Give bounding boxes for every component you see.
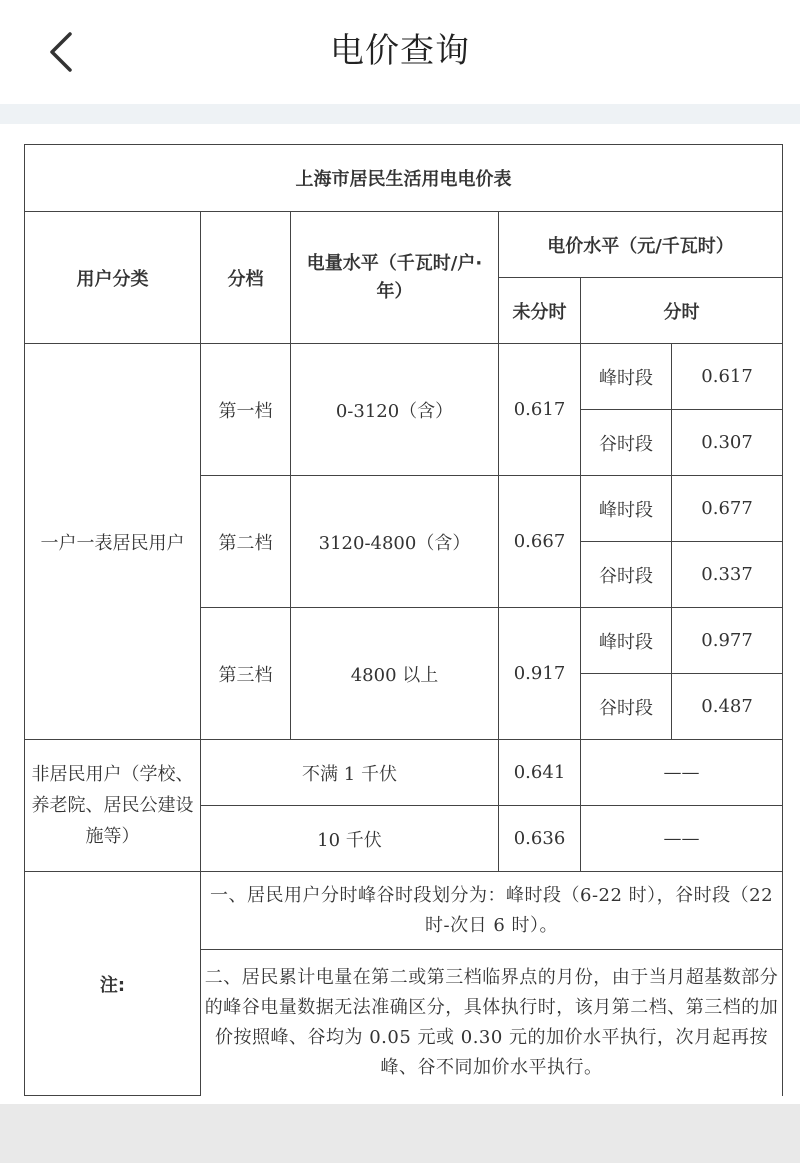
non-residential-tou-price: —— <box>581 806 783 872</box>
tier-usage: 4800 以上 <box>291 608 499 740</box>
tier-name: 第二档 <box>201 476 291 608</box>
valley-label: 谷时段 <box>581 542 672 608</box>
note-item: 一、居民用户分时峰谷时段划分为：峰时段（6-22 时），谷时段（22时-次日 6 时）。 <box>201 872 783 950</box>
peak-label: 峰时段 <box>581 608 672 674</box>
tier-usage: 3120-4800（含） <box>291 476 499 608</box>
non-residential-tou-price: —— <box>581 740 783 806</box>
header-user-type: 用户分类 <box>25 212 201 344</box>
header-flat: 未分时 <box>499 278 581 344</box>
peak-label: 峰时段 <box>581 476 672 542</box>
tier-flat-price: 0.667 <box>499 476 581 608</box>
tier-name: 第一档 <box>201 344 291 476</box>
tier-flat-price: 0.617 <box>499 344 581 476</box>
price-table <box>24 144 783 1096</box>
valley-price: 0.487 <box>672 674 783 740</box>
valley-label: 谷时段 <box>581 674 672 740</box>
header-tier: 分档 <box>201 212 291 344</box>
valley-price: 0.307 <box>672 410 783 476</box>
residential-label: 一户一表居民用户 <box>25 344 201 740</box>
peak-price: 0.977 <box>672 608 783 674</box>
header-tou: 分时 <box>581 278 783 344</box>
header-price: 电价水平（元/千瓦时） <box>499 212 783 278</box>
tier-name: 第三档 <box>201 608 291 740</box>
header-divider <box>0 104 800 124</box>
note-item: 二、居民累计电量在第二或第三档临界点的月份，由于当月超基数部分的峰谷电量数据无法准确区分，具体执行时，该月第二档、第三档的加价按照峰、谷均为 0.05 元或 0.30 元的加价水平执行，次月起再按峰、谷不同加价水平执行。 <box>201 950 783 1096</box>
peak-price: 0.617 <box>672 344 783 410</box>
tier-flat-price: 0.917 <box>499 608 581 740</box>
page-title: 电价查询 <box>330 31 470 71</box>
peak-price: 0.677 <box>672 476 783 542</box>
header-usage: 电量水平（千瓦时/户·年） <box>291 212 499 344</box>
valley-price: 0.337 <box>672 542 783 608</box>
voltage-level: 不满 1 千伏 <box>201 740 499 806</box>
top-bar <box>0 0 800 104</box>
non-residential-flat-price: 0.641 <box>499 740 581 806</box>
voltage-level: 10 千伏 <box>201 806 499 872</box>
valley-label: 谷时段 <box>581 410 672 476</box>
non-residential-flat-price: 0.636 <box>499 806 581 872</box>
peak-label: 峰时段 <box>581 344 672 410</box>
notes-label: 注: <box>25 872 201 1096</box>
non-residential-label: 非居民用户（学校、养老院、居民公建设施等） <box>25 740 201 872</box>
table-caption: 上海市居民生活用电电价表 <box>25 145 783 212</box>
bottom-area <box>0 1104 800 1163</box>
tier-usage: 0-3120（含） <box>291 344 499 476</box>
